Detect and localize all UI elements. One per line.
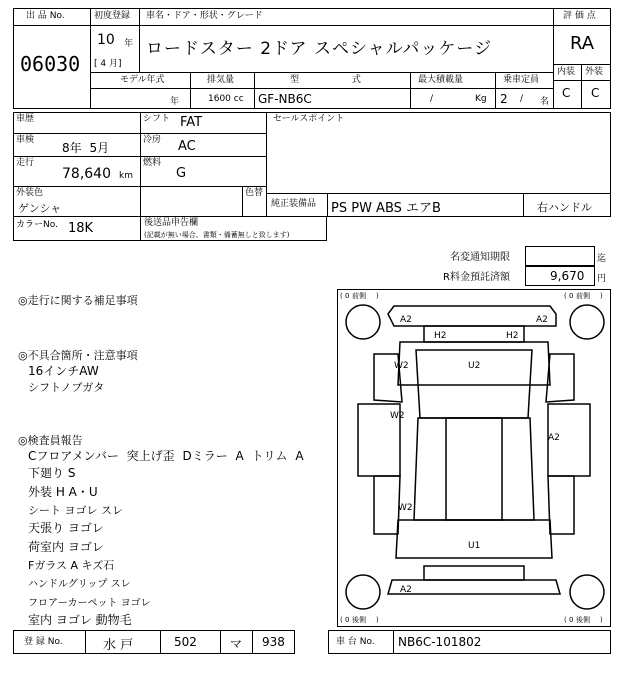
reg-year: 10 <box>97 32 115 48</box>
first-reg-label: 初度登録 <box>94 11 131 21</box>
inspector-item: Cフロアメンバー 突上げ歪 Dミラー A トリム A <box>28 449 304 463</box>
fuel-label: 燃料 <box>143 158 162 168</box>
wheel-front-left <box>346 305 380 339</box>
corner-bl-sub: 後側 <box>352 616 366 624</box>
divider <box>254 72 255 109</box>
exterior-grade: C <box>591 86 600 100</box>
corner-br-close: ) <box>600 616 603 624</box>
defect-item: 16インチAW <box>28 364 99 378</box>
equipment-label: 純正装備品 <box>271 199 317 209</box>
ac: AC <box>178 139 196 154</box>
defects-title: ◎不具合箇所・注意事項 <box>18 349 138 362</box>
history-label: 車歴 <box>16 114 35 124</box>
model-year-unit: 年 <box>170 97 180 107</box>
ac-label: 冷房 <box>143 135 162 145</box>
mark-front-bumper-left: A2 <box>400 315 412 325</box>
grade: RA <box>570 33 595 54</box>
type: GF-NB6C <box>258 92 312 106</box>
reg-year-unit: 年 <box>124 39 134 49</box>
rear-panel <box>424 566 524 580</box>
sales-point-label: セールスポイント <box>273 114 345 124</box>
divider <box>252 630 253 654</box>
inspection: 8年 5月 <box>62 141 110 155</box>
mark-door-left: W2 <box>390 411 405 421</box>
divider <box>190 72 191 109</box>
inspector-item: 荷室内 ヨゴレ <box>28 540 104 554</box>
chassis-label: 車 台 No. <box>336 637 375 647</box>
registration-area: 水 戸 <box>103 638 134 653</box>
divider <box>327 193 328 217</box>
divider <box>13 186 267 187</box>
capacity-unit: 名 <box>540 97 550 107</box>
name-change-unit: 迄 <box>597 254 607 264</box>
capacity-sep: / <box>520 94 524 104</box>
divider <box>13 133 267 134</box>
name-change-box <box>525 246 595 266</box>
mark-rear-fender-left: W2 <box>398 503 413 513</box>
recycle-label: R料金預託済額 <box>443 272 510 283</box>
steering: 右ハンドル <box>537 201 592 214</box>
interior-grade: C <box>562 86 571 100</box>
registration-number: 938 <box>262 635 285 649</box>
mark-hood-left: H2 <box>434 331 447 341</box>
divider <box>220 630 221 654</box>
inspector-item: Fガラス A キズ石 <box>28 559 115 572</box>
registration-kana: マ <box>230 637 243 651</box>
color-no: 18K <box>68 221 94 236</box>
cabin <box>414 418 534 520</box>
grade-label: 評 価 点 <box>563 11 596 21</box>
mark-fender-front-left: W2 <box>394 361 409 371</box>
wheel-rear-right <box>570 575 604 609</box>
mark-trunk: U1 <box>468 541 481 551</box>
lot-number: 06030 <box>20 52 81 76</box>
divider <box>495 72 496 109</box>
displacement: 1600 cc <box>208 94 244 104</box>
mark-rear-bumper: A2 <box>400 585 412 595</box>
mark-hood-right: H2 <box>506 331 519 341</box>
inspection-label: 車検 <box>16 135 35 145</box>
fuel: G <box>176 166 187 181</box>
front-bumper <box>388 306 556 326</box>
mark-door-right: A2 <box>548 433 560 443</box>
divider <box>242 186 243 217</box>
recycle: 9,670 <box>550 269 585 283</box>
displacement-label: 排気量 <box>207 75 235 85</box>
inspector-item: 室内 ヨゴレ 動物毛 <box>28 613 132 627</box>
car-name-label: 車名・ドア・形状・グレード <box>146 11 263 21</box>
recycle-unit: 円 <box>597 274 607 284</box>
seat-area <box>446 418 502 520</box>
rear-fender-right <box>548 476 574 534</box>
divider <box>85 630 86 654</box>
reg-month: [ 4 月] <box>94 59 122 69</box>
interior-label: 内装 <box>557 67 576 77</box>
inspector-item: 天張り ヨゴレ <box>28 521 104 535</box>
color: ゲンシャ <box>18 202 62 215</box>
color-label: 外装色 <box>16 188 44 198</box>
corner-tl-sub: 前側 <box>352 292 366 300</box>
max-load-label: 最大積載量 <box>418 75 464 85</box>
exterior-label: 外装 <box>585 67 604 77</box>
docs-label: 後送品申告欄 <box>144 218 199 228</box>
corner-br-sub: 後側 <box>576 616 590 624</box>
corner-tl-close: ) <box>376 292 379 300</box>
name-change-label: 名変通知期限 <box>450 252 510 263</box>
chassis: NB6C-101802 <box>398 635 482 649</box>
wheel-rear-left <box>346 575 380 609</box>
car-name: ロードスター 2ドア スペシャルパッケージ <box>146 39 493 59</box>
inspector-title: ◎検査員報告 <box>18 434 83 447</box>
corner-tl: ( 0 <box>340 292 350 300</box>
defect-item: シフトノブガタ <box>28 381 105 394</box>
equipment: PS PW ABS エアB <box>331 201 441 216</box>
registration-class: 502 <box>174 635 197 649</box>
corner-tr-sub: 前側 <box>576 292 590 300</box>
divider <box>160 630 161 654</box>
car-diagram <box>337 289 611 627</box>
inspector-item: 外装 H A・U <box>28 485 98 499</box>
registration-label: 登 録 No. <box>24 637 63 647</box>
divider <box>393 630 394 654</box>
car-diagram-svg <box>338 290 610 626</box>
trunk <box>396 520 552 558</box>
mileage: 78,640 <box>62 166 111 182</box>
mileage-label: 走行 <box>16 158 35 168</box>
corner-br: ( 0 <box>564 616 574 624</box>
kg-unit: Kg <box>475 94 487 104</box>
corner-tr: ( 0 <box>564 292 574 300</box>
rear-bumper <box>388 580 560 594</box>
corner-bl: ( 0 <box>340 616 350 624</box>
inspector-item: シート ヨゴレ スレ <box>28 504 123 517</box>
rear-fender-left <box>374 476 400 534</box>
driving-title: ◎走行に関する補足事項 <box>18 294 138 307</box>
capacity: 2 <box>500 92 508 106</box>
mark-windshield: U2 <box>468 361 481 371</box>
corner-tr-close: ) <box>600 292 603 300</box>
inspector-item: ハンドルグリップ スレ <box>28 579 131 590</box>
divider <box>13 156 267 157</box>
max-load: / <box>430 94 434 104</box>
mark-front-bumper-right: A2 <box>536 315 548 325</box>
color-change-label: 色替 <box>245 188 264 198</box>
inspector-item: 下廻り S <box>28 466 76 480</box>
shift: FAT <box>180 115 203 130</box>
inspector-item: フロアーカーペット ヨゴレ <box>28 598 151 609</box>
divider <box>140 112 141 217</box>
model-year-label: モデル年式 <box>120 75 165 85</box>
mileage-unit: km <box>119 171 133 181</box>
divider <box>410 72 411 109</box>
type-label: 型 式 <box>290 75 361 85</box>
divider <box>523 193 524 217</box>
docs-note: (記載が無い場合、書類・備蓄無しと致します) <box>144 231 290 239</box>
shift-label: シフト <box>143 114 171 124</box>
capacity-label: 乗車定員 <box>503 75 540 85</box>
wheel-front-right <box>570 305 604 339</box>
lot-number-label: 出 品 No. <box>26 11 65 21</box>
color-no-label: カラーNo. <box>16 220 58 230</box>
corner-bl-close: ) <box>376 616 379 624</box>
